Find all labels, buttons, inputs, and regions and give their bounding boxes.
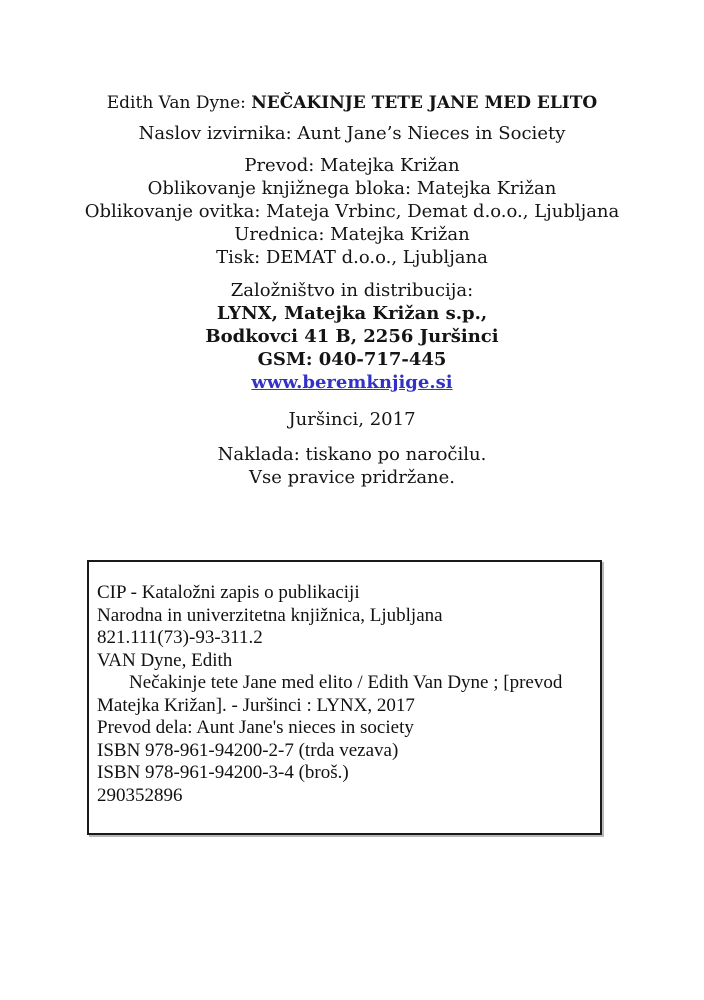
publishing-heading: Založništvo in distribucija: [230, 280, 474, 301]
cip-udc-number: 821.111(73)-93-311.2 [97, 627, 263, 648]
cip-header: CIP - Kataložni zapis o publikaciji [97, 582, 360, 603]
cip-title-entry: Nečakinje tete Jane med elito / Edith Van Dyne ; [prevod [129, 672, 563, 693]
credit-translator: Prevod: Matejka Križan [244, 155, 460, 176]
colophon [0, 0, 704, 489]
book-title: NEČAKINJE TETE JANE MED ELITO [251, 93, 598, 113]
publisher-name: LYNX, Matejka Križan s.p., [216, 303, 488, 324]
cip-author-entry: VAN Dyne, Edith [97, 649, 233, 671]
cip-record-number: 290352896 [97, 784, 183, 806]
website-link[interactable]: www.beremknjige.si [251, 372, 453, 393]
publisher-phone: GSM: 040-717-445 [257, 349, 447, 370]
credit-book-block-design: Oblikovanje knjižnega bloka: Matejka Križan [147, 178, 557, 199]
book-author: Edith Van Dyne: [106, 93, 252, 113]
publishing-block [0, 279, 704, 394]
credit-printer: Tisk: DEMAT d.o.o., Ljubljana [216, 247, 488, 268]
notes-block [0, 443, 704, 489]
cip-isbn-hardcover: ISBN 978-961-94200-2-7 (trda vezava) [97, 739, 399, 761]
place-year: Juršinci, 2017 [288, 409, 416, 430]
rights-note: Vse pravice pridržane. [248, 467, 456, 488]
credit-editor: Urednica: Matejka Križan [234, 224, 470, 245]
cip-original-work: Prevod dela: Aunt Jane's nieces in society [97, 717, 414, 738]
cip-catalog-box [87, 560, 602, 835]
original-title: Naslov izvirnika: Aunt Jane’s Nieces in Society [138, 123, 566, 144]
cip-title-entry-continued: Matejka Križan]. - Juršinci : LYNX, 2017 [97, 694, 415, 716]
cip-isbn-paperback: ISBN 978-961-94200-3-4 (broš.) [97, 762, 349, 783]
cip-library: Narodna in univerzitetna knjižnica, Ljubljana [97, 604, 443, 626]
publisher-address: Bodkovci 41 B, 2256 Juršinci [205, 326, 499, 347]
credit-cover-design: Oblikovanje ovitka: Mateja Vrbinc, Demat d.o.o., Ljubljana [84, 201, 620, 222]
attribution-line [0, 92, 704, 115]
publisher-website [0, 371, 704, 394]
print-run-note: Naklada: tiskano po naročilu. [217, 444, 487, 465]
credits-block [0, 154, 704, 269]
